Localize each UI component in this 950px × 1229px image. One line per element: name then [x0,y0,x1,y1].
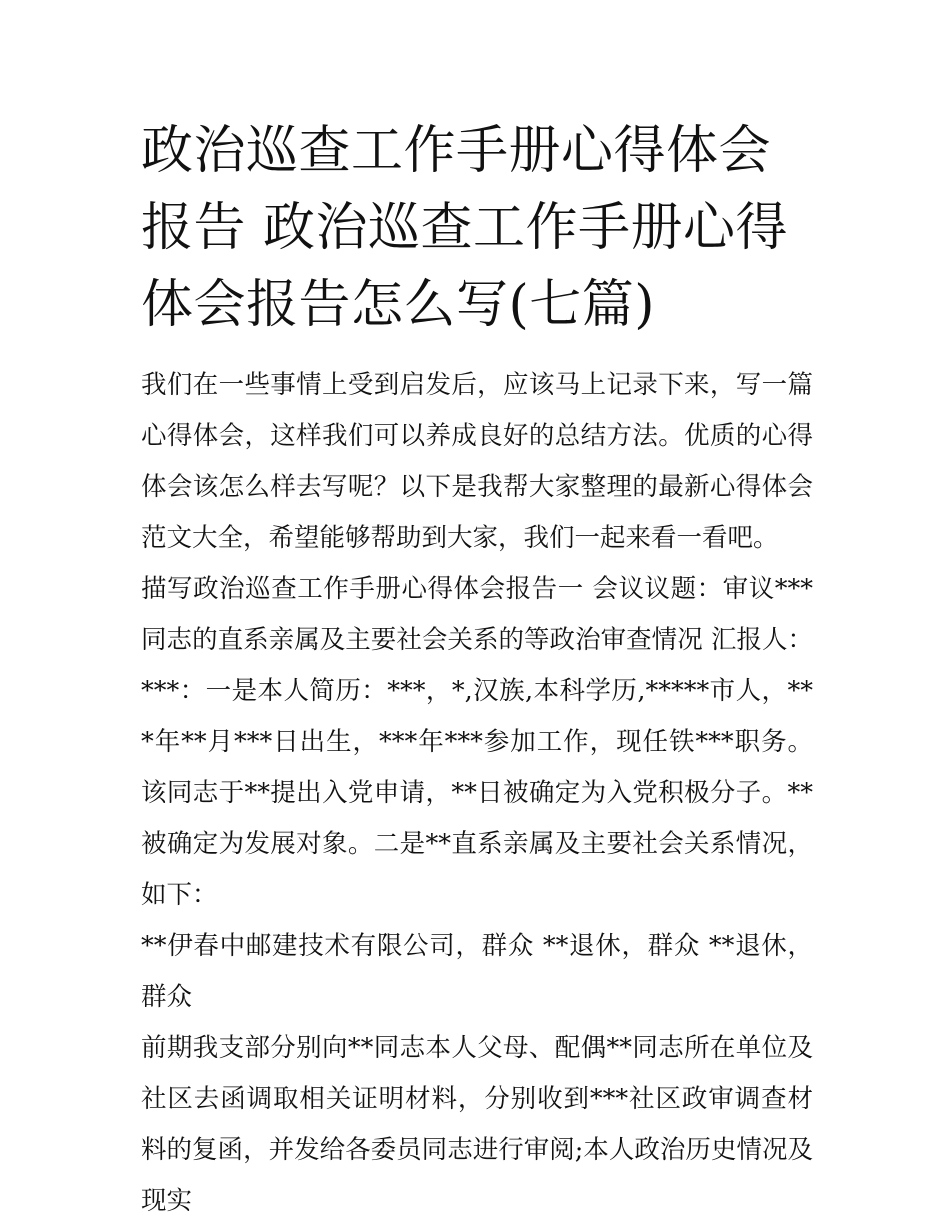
paragraph-relations: **伊春中邮建技术有限公司，群众 **退休，群众 **退休，群众 [141,931,813,1012]
paragraph-meeting: 描写政治巡查工作手册心得体会报告一 会议议题：审议***同志的直系亲属及主要社会关系的等政治审查情况 汇报人：***：一是本人简历：***，*,汉族,本科学历,*****市人，***年**月***日出生，***年***参加工作，现任铁***职务。该同志于**提出入党申请，**日被确定为入党积极分子。**被确定为发展对象。二是**直系亲属及主要社会关系情况，如下： [141,574,813,910]
document-body [141,360,813,1227]
document-title: 政治巡查工作手册心得体会报告 政治巡查工作手册心得体会报告怎么写(七篇) [141,121,789,335]
paragraph-review: 前期我支部分别向**同志本人父母、配偶**同志所在单位及社区去函调取相关证明材料，分别收到***社区政审调查材料的复函，并发给各委员同志进行审阅;本人政治历史情况及现实 [141,1033,813,1216]
paragraph-intro: 我们在一些事情上受到启发后，应该马上记录下来，写一篇心得体会，这样我们可以养成良好的总结方法。优质的心得体会该怎么样去写呢？以下是我帮大家整理的最新心得体会范文大全，希望能够帮助到大家，我们一起来看一看吧。 [141,370,813,553]
